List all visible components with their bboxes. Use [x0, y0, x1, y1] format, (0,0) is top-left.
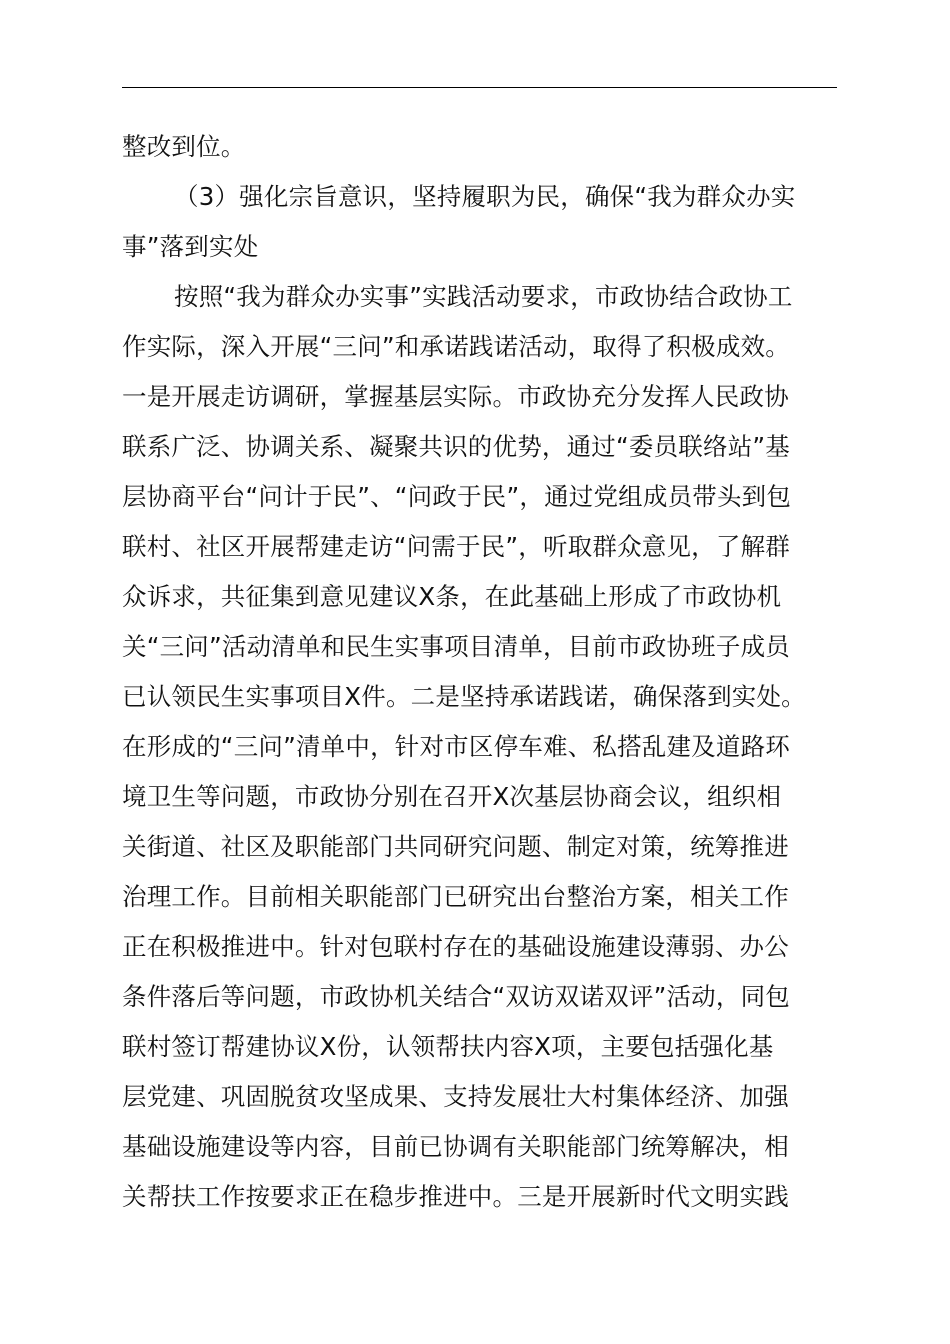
text-line: 关帮扶工作按要求正在稳步推进中。三是开展新时代文明实践 [122, 1182, 789, 1211]
text-line: 联村签订帮建协议X份，认领帮扶内容X项，主要包括强化基 [122, 1032, 774, 1061]
header-rule [122, 87, 837, 88]
text-line: 关街道、社区及职能部门共同研究问题、制定对策，统筹推进 [122, 832, 789, 861]
text-line: 联村、社区开展帮建走访“问需于民”，听取群众意见，了解群 [122, 532, 790, 561]
text-line: 条件落后等问题，市政协机关结合“双访双诺双评”活动，同包 [122, 982, 790, 1011]
text-line: 已认领民生实事项目X件。二是坚持承诺践诺，确保落到实处。 [122, 682, 806, 711]
text-line: 关“三问”活动清单和民生实事项目清单，目前市政协班子成员 [122, 632, 790, 661]
text-line: 按照“我为群众办实事”实践活动要求，市政协结合政协工 [174, 282, 793, 311]
text-line: 层协商平台“问计于民”、“问政于民”，通过党组成员带头到包 [122, 482, 792, 511]
text-line: 作实际，深入开展“三问”和承诺践诺活动，取得了积极成效。 [122, 332, 790, 361]
section-heading-line: （3）强化宗旨意识，坚持履职为民，确保“我为群众办实 [174, 182, 796, 211]
text-line: 在形成的“三问”清单中，针对市区停车难、私搭乱建及道路环 [122, 732, 790, 761]
text-line: 治理工作。目前相关职能部门已研究出台整治方案，相关工作 [122, 882, 789, 911]
text-line: 境卫生等问题，市政协分别在召开X次基层协商会议，组织相 [122, 782, 782, 811]
text-line: 联系广泛、协调关系、凝聚共识的优势，通过“委员联络站”基 [122, 432, 790, 461]
text-line: 众诉求，共征集到意见建议X条，在此基础上形成了市政协机 [122, 582, 782, 611]
text-line: 整改到位。 [122, 132, 246, 161]
section-heading-line: 事”落到实处 [122, 232, 259, 261]
text-line: 正在积极推进中。针对包联村存在的基础设施建设薄弱、办公 [122, 932, 789, 961]
text-line: 基础设施建设等内容，目前已协调有关职能部门统筹解决，相 [122, 1132, 789, 1161]
text-line: 一是开展走访调研，掌握基层实际。市政协充分发挥人民政协 [122, 382, 789, 411]
text-line: 层党建、巩固脱贫攻坚成果、支持发展壮大村集体经济、加强 [122, 1082, 789, 1111]
